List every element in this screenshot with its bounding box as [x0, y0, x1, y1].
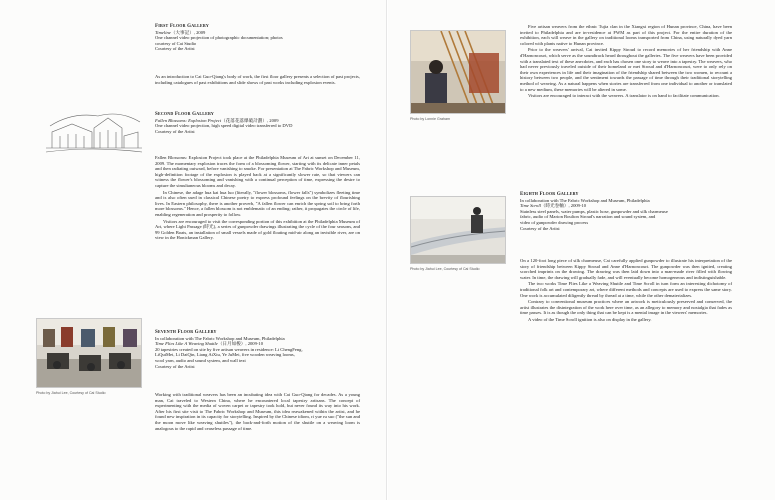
second-floor-section	[155, 112, 360, 134]
right-page	[388, 0, 775, 500]
first-floor-year: , 2009	[193, 29, 206, 35]
first-floor-line-2: courtesy of Cai Studio	[155, 40, 197, 46]
first-floor-heading: First Floor Gallery	[155, 24, 209, 29]
photo2-caption: Photo by Lonnie Graham	[410, 117, 450, 121]
second-floor-line-1: One channel video projection, high speed digital video transferred to DVD	[155, 123, 293, 129]
kippy-paragraph: Prior to the weavers' arrival, Cai invited Kippy Stroud to record memories of her friendship with Anne d'Harnoncourt, which serve as the soundtrack heard throughout the galleries. The five weavers have been provided with a translated text of these anecdotes, and each has chosen one story to weave into a tapestry. The weavers, who had never previously traveled outside of their homeland or met Stroud and d'Harnoncourt, were to only rely on their own experiences in life and their imagination of the friendship shared between the two women, to recount a history between two people, and the sentiment towards the passage of time through their traditional storytelling method of weaving. As a natural happens when stories are transferred from one individual to another or translated to a new medium, these memories will be altered in some.	[520, 47, 732, 92]
first-floor-title-cjk: （大事記）	[170, 29, 194, 35]
seventh-floor-line-1: 20 tapestries created on site by five artisan weavers in residence: Li ChengFeng,	[155, 346, 303, 352]
first-floor-section	[155, 24, 360, 52]
seventh-floor-title: Time Flies Like A Weaving Shuttle	[155, 341, 218, 347]
eighth-floor-title: Time Scroll	[520, 203, 541, 209]
visitors-paragraph: Visitors are encouraged to interact with the weavers. A translator is on hand to facilitate communication.	[528, 93, 720, 99]
eighth-floor-paragraph-1: On a 120-foot long piece of silk charmeuse, Cai carefully applied gunpowder to illustrate his interpretation of the story of friendship between Kippy Stroud and Anne d'Harnoncourt. The gunpowder was then ignited, creating scorched imprints on the drawing. The drawing was then laid down into a man-made river filled with flowing water. In time, the drawing will gradually fade, and will eventually become homogeneous and indistinguishable.	[520, 258, 732, 280]
first-floor-intro-block	[155, 74, 360, 86]
second-floor-paragraph-3: Visitors are encouraged to visit the corresponding portion of this exhibition at the Philadelphia Museum of Art, where Light Passage (時光), a series of gunpowder drawings illustrating the cycle of the four seasons, and 99 Golden Boats, an installation of small vessels made of gold floating mid-air along an invisible river, are on view in the Honickman Gallery.	[155, 218, 360, 241]
second-floor-paragraph-1: Fallen Blossoms: Explosion Project took place at the Philadelphia Museum of Art at sunset on December 11, 2009. The momentary explosion traces the form of a blossoming flower, starting with its delicate inner petals and then radiating outward, before vanishing to smoke. For presentation at The Fabric Workshop and Museum, high-definition footage of the explosion is played back at a significantly slower rate, so that viewers can witness the flower's blossoming and vanishing with a continual perception of time, expressing the desire to capture the simultaneous blooms and decay.	[155, 155, 360, 188]
seventh-floor-paragraph-1: Working with traditional weavers has been an incubating idea with Cai Guo-Qiang for decades. As a young man, Cai traveled to Western China, where he encountered local tapestry artisans. The concept of experimenting with the media of woven carpet or tapestry took hold, but never found its way into his work. After his first site visit to The Fabric Workshop and Museum, this idea reawakened within the artist, and he found new inspiration in its capacity for storytelling. Inspired by the Chinese idiom, ri yue ru suo ("the sun and the moon move like weaving shuttles"), the back-and-forth motion of the shuttle on a weaving loom is analogous to the rapid and ceaseless passage of time.	[155, 392, 360, 431]
second-floor-year: , 2009	[267, 117, 279, 123]
second-floor-body	[155, 155, 360, 242]
eighth-floor-year: , 2009-10	[568, 203, 587, 209]
time-scroll-photo	[410, 196, 506, 264]
eighth-floor-line-3: video of gunpowder drawing process	[520, 219, 589, 225]
seventh-floor-heading: Seventh Floor Gallery	[155, 330, 217, 335]
eighth-floor-paragraph-3: Contrary to conventional museum practices where an artwork is meticulously preserved and conserved, the artist illustrates the disintegration of the work here over time, as an allegory to memory and nostalgia that fades as time passes. It is as though the only thing that can be kept is a mental image in the viewers' memories.	[520, 299, 732, 316]
eighth-floor-body	[520, 258, 732, 324]
eighth-floor-collab: In collaboration with The Fabric Workshop and Museum, Philadelphia	[520, 197, 650, 203]
seventh-floor-line-3: wool yarn, audio and sound system, and wall text	[155, 357, 246, 363]
first-floor-intro: As an introduction to Cai Guo-Qiang's body of work, the first floor gallery presents a selection of past projects, including catalogues of past exhibitions and slide shows of past works including explosion events.	[155, 74, 360, 85]
seventh-floor-title-cjk: （日月如梭）	[217, 341, 246, 347]
second-floor-paragraph-2: In Chinese, the adage hua kai hua luo (literally, "flower blossoms, flower falls") symbolizes fleeting time and is also often used in classical Chinese poetry to express profound feelings on the brevity of flourishing lives. In Eastern philosophy, there is another proverb, "A fallen flower can enrich the spring soil to bring forth more blossoms." Hence, a fallen blossom is not emblematic of an ending; rather, it propagates the circle of life, enabling regeneration and prosperity to follow.	[155, 189, 360, 217]
second-floor-title-cjk: （花落花落爆破計劃）	[221, 117, 267, 123]
photo3-caption: Photo by Jiahui Lee, Courtesy of Cai Studio	[410, 267, 480, 271]
seventh-floor-collab: In collaboration with The Fabric Workshop and Museum, Philadelphia	[155, 335, 285, 341]
eighth-floor-line-2: fabric, audio of Marion Boulton Stroud's narration and sound system, and	[520, 214, 656, 220]
photo1-caption: Photo by Jiahui Lee, Courtesy of Cai Studio	[36, 391, 106, 395]
weaver-at-loom-photo	[410, 30, 506, 114]
eighth-floor-heading: Eighth Floor Gallery	[520, 192, 579, 197]
eighth-floor-title-cjk: （時光卷軸）	[540, 203, 569, 209]
eighth-floor-line-1: Stainless steel panels, water pumps, plastic hose, gunpowder and silk charmeuse	[520, 208, 668, 214]
weavers-paragraph: Five artisan weavers from the ethnic Tujia clan in the Xiangxi region of Hunan province, China, have been invited to Philadelphia and are in-residence at FWM as part of this project. For the entire duration of the exhibition, each will weave in the gallery on traditional looms transported from China, using naturally dyed yarn colored with plants native to Hunan province.	[520, 24, 732, 46]
seventh-floor-line-4: Courtesy of the Artist	[155, 363, 195, 369]
first-floor-line-3: Courtesy of the Artist	[155, 46, 195, 52]
eighth-floor-line-4: Courtesy of the Artist	[520, 225, 560, 231]
left-page	[0, 0, 387, 500]
seventh-floor-year: , 2009-10	[245, 341, 264, 347]
eighth-floor-section	[520, 192, 732, 231]
second-floor-heading: Second Floor Gallery	[155, 112, 214, 117]
weaving-gallery-photo	[36, 318, 142, 388]
seventh-floor-section	[155, 330, 360, 369]
seventh-floor-line-2: LiQuiMei, Li DaiQin, Liang AiXiu, Ye JuMei, five wooden weaving looms,	[155, 352, 295, 358]
eighth-floor-paragraph-2: The two works Time Flies Like a Weaving Shuttle and Time Scroll in turn form an interesting dichotomy of traditional folk art and contemporary art, where different methods and concepts are used to express the same story. One work is accumulated diligently thread by thread at a time, while the other dematerializes.	[520, 281, 732, 298]
seventh-floor-body	[155, 392, 360, 432]
second-floor-line-2: Courtesy of the Artist	[155, 128, 195, 134]
second-floor-title: Fallen Blossoms: Explosion Project	[155, 117, 222, 123]
building-sketch-drawing	[42, 106, 148, 154]
eighth-floor-paragraph-4: A video of the Time Scroll ignition is also on display in the gallery.	[528, 316, 652, 322]
weavers-text-block	[520, 24, 732, 100]
first-floor-line-1: One channel video projection of photographic documentation; photos	[155, 35, 283, 41]
first-floor-title: Timeline	[155, 29, 171, 35]
